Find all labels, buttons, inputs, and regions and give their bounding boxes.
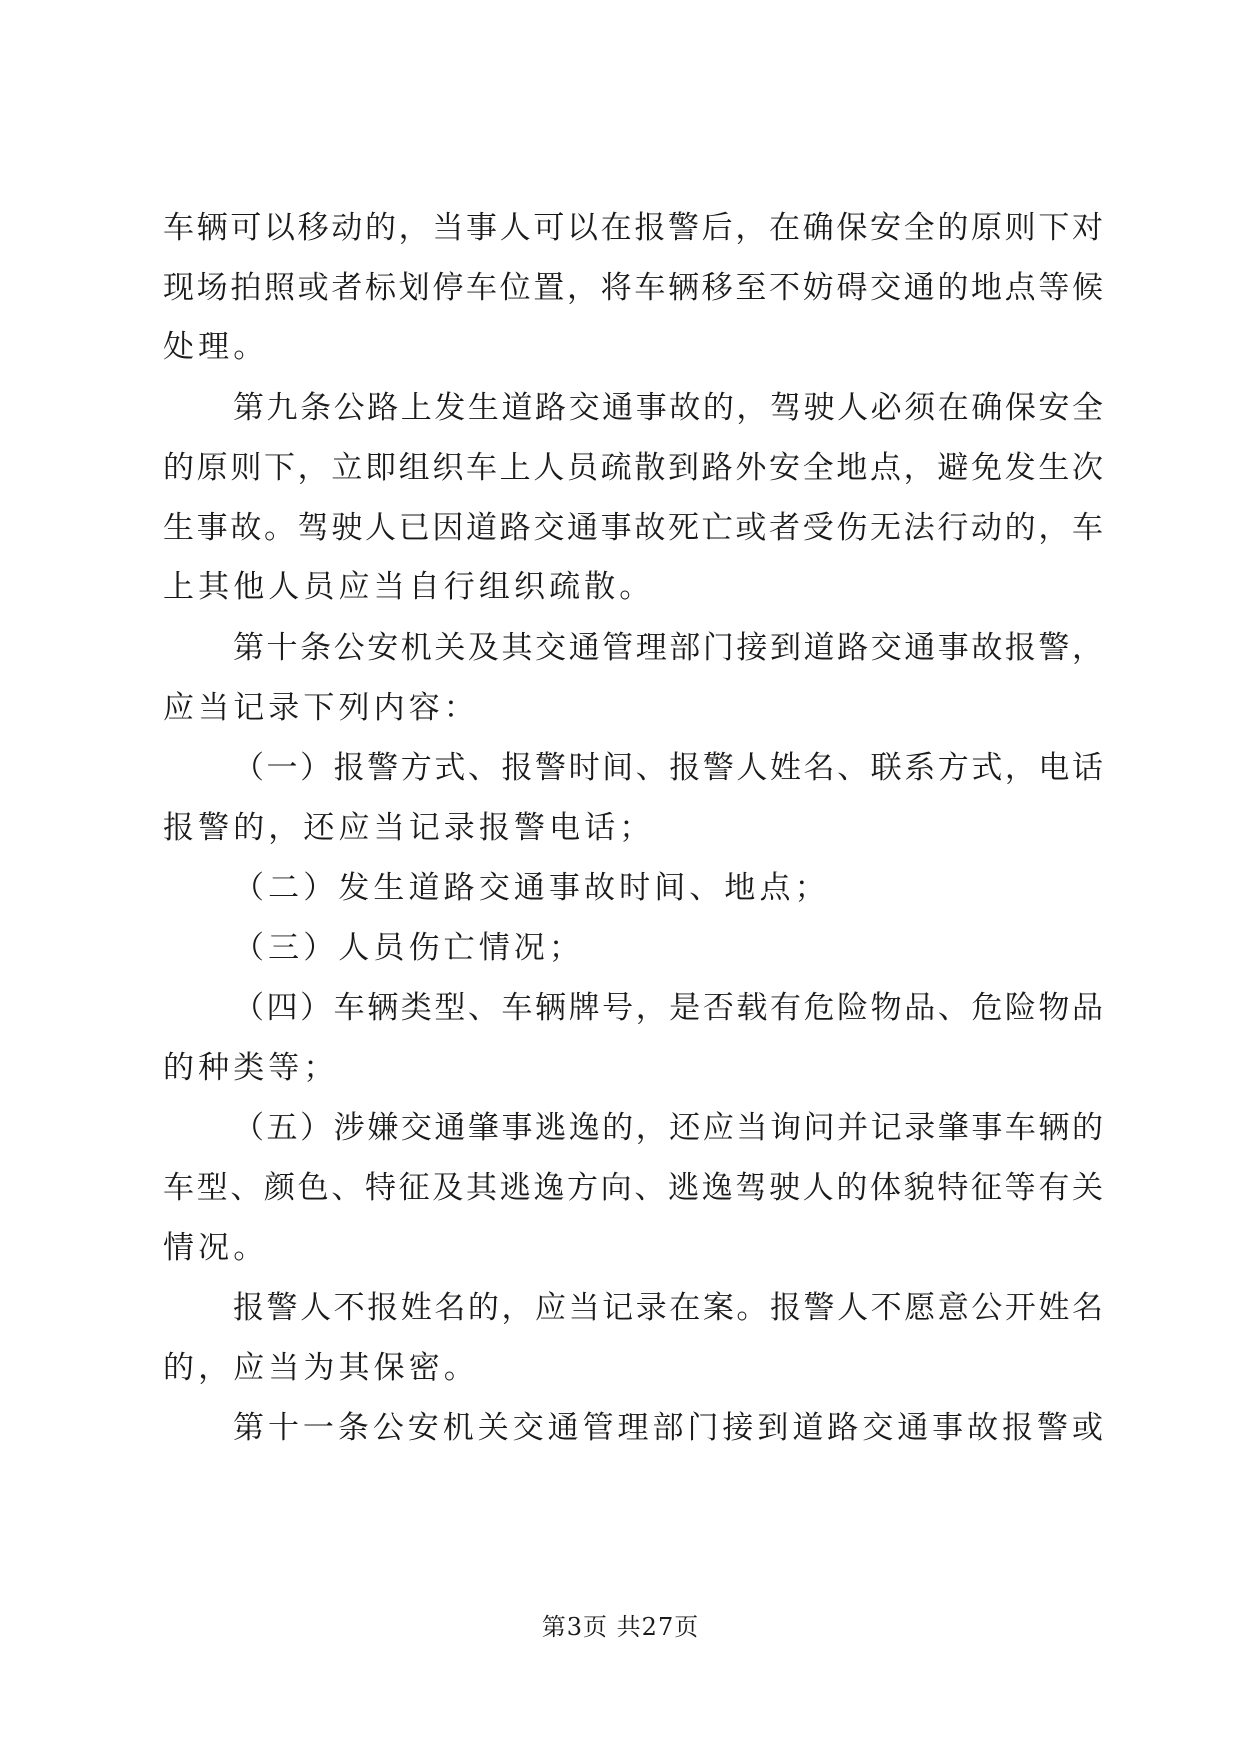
paragraph-line: （四）车辆类型、车辆牌号，是否载有危险物品、危险物品 — [233, 990, 1103, 1026]
paragraph-line: 第十一条公安机关交通管理部门接到道路交通事故报警或 — [233, 1410, 1103, 1446]
paragraph-line: （三）人员伤亡情况； — [233, 930, 584, 966]
paragraph-line: 报警人不报姓名的，应当记录在案。报警人不愿意公开姓名 — [233, 1290, 1103, 1326]
paragraph-line: 的，应当为其保密。 — [163, 1350, 479, 1386]
paragraph-line: 的原则下，立即组织车上人员疏散到路外安全地点，避免发生次 — [163, 450, 1103, 486]
paragraph-line: 报警的，还应当记录报警电话； — [163, 810, 655, 846]
paragraph-line: 的种类等； — [163, 1050, 339, 1086]
paragraph-line: 情况。 — [163, 1230, 269, 1266]
paragraph-line: 应当记录下列内容： — [163, 690, 479, 726]
page-number-footer: 第3页 共27页 — [541, 1613, 700, 1641]
paragraph-line: 现场拍照或者标划停车位置，将车辆移至不妨碍交通的地点等候 — [163, 270, 1103, 306]
paragraph-line: （二）发生道路交通事故时间、地点； — [233, 870, 830, 906]
paragraph-line: 生事故。驾驶人已因道路交通事故死亡或者受伤无法行动的，车 — [163, 510, 1103, 546]
paragraph-line: 上其他人员应当自行组织疏散。 — [163, 569, 655, 605]
paragraph-line: 第十条公安机关及其交通管理部门接到道路交通事故报警， — [233, 630, 1103, 666]
paragraph-line: 处理。 — [163, 329, 269, 365]
paragraph-line: （一）报警方式、报警时间、报警人姓名、联系方式，电话 — [233, 750, 1103, 786]
paragraph-line: 车型、颜色、特征及其逃逸方向、逃逸驾驶人的体貌特征等有关 — [163, 1170, 1103, 1206]
paragraph-line: 车辆可以移动的，当事人可以在报警后，在确保安全的原则下对 — [163, 210, 1103, 246]
paragraph-line: （五）涉嫌交通肇事逃逸的，还应当询问并记录肇事车辆的 — [233, 1110, 1103, 1146]
paragraph-line: 第九条公路上发生道路交通事故的，驾驶人必须在确保安全 — [233, 390, 1103, 426]
